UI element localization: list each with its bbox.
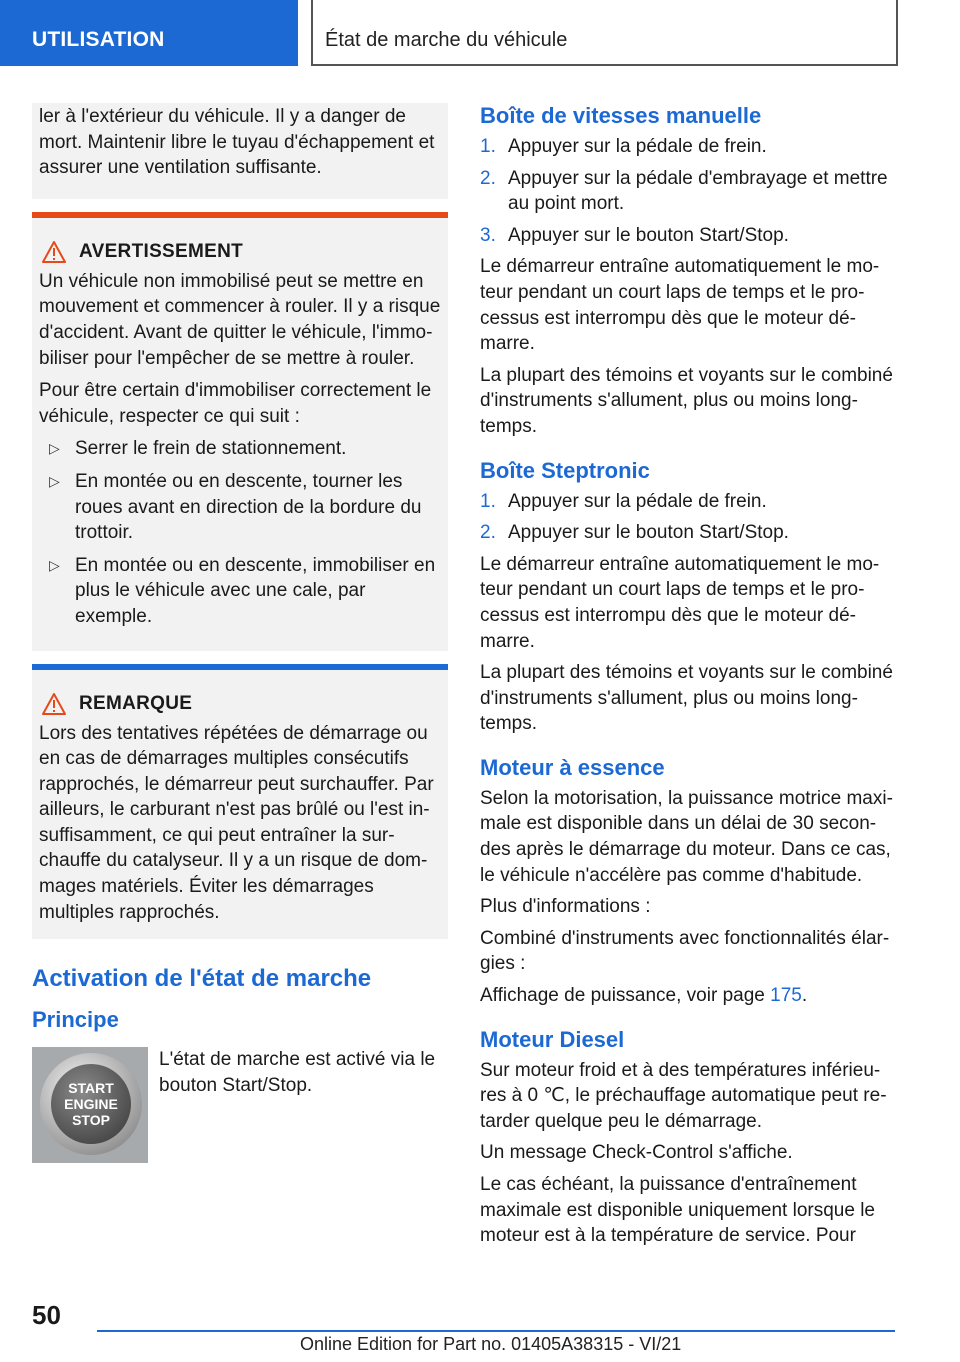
- page-number: 50: [32, 1300, 61, 1330]
- triangle-bullet-icon: ▷: [49, 472, 60, 489]
- footer-edition: Online Edition for Part no. 01405A38315 - VI/21: [300, 1334, 682, 1354]
- manual-steps: [480, 134, 900, 248]
- petrol-paragraph-1: Selon la motorisation, la puissance motrice maxi-male est disponible dans un délai de 30 secon-des après le démarrage du moteur. Dans ce cas, le véhicule n'accélère pas comme d'habitude.: [480, 787, 893, 886]
- warning-paragraph-1: Un véhicule non immobilisé peut se mettre en mouvement et commencer à rouler. Il y a risque d'accident. Avant de quitter le véhicule, l'immo-biliser pour l'empêcher de se mettre à rouler.: [39, 270, 441, 369]
- warning-triangle-icon: [41, 692, 67, 716]
- diesel-engine-heading: Moteur Diesel: [480, 1026, 625, 1052]
- left-column: [32, 103, 448, 1163]
- principe-row: [32, 1047, 448, 1163]
- page-reference-link[interactable]: 175: [770, 985, 802, 1007]
- manual-gearbox-heading: Boîte de vitesses manuelle: [480, 103, 762, 128]
- warning-bar: [32, 212, 448, 218]
- warning-box: [32, 212, 448, 651]
- steptronic-steps: [480, 489, 900, 546]
- list-item: 1. Appuyer sur la pédale de frein.: [480, 136, 767, 157]
- warning-title: AVERTISSEMENT: [79, 240, 244, 262]
- manual-paragraph-2: La plupart des témoins et voyants sur le combiné d'instruments s'allument, plus ou moins long-temps.: [480, 364, 893, 437]
- diesel-paragraph-3: Le cas échéant, la puissance d'entraînement maximale est disponible uniquement lorsque le moteur est à la température de service. Pour: [480, 1174, 876, 1247]
- remark-bar: [32, 664, 448, 670]
- diesel-paragraph-1: Sur moteur froid et à des températures inférieu-res à 0 ℃, le préchauffage automatique peut re-tarder quelque peu le démarrage.: [480, 1059, 887, 1132]
- remark-title: REMARQUE: [79, 692, 193, 714]
- petrol-paragraph-2: Plus d'informations :: [480, 896, 651, 918]
- page-header: [0, 0, 960, 66]
- section-tab: [0, 0, 298, 66]
- remark-paragraph: Lors des tentatives répétées de démarrage ou en cas de démarrages multiples consécutifs rapprochés, le démarreur peut surchauffer. Par ailleurs, le carburant n'est pas brûlé ou l'est in-suffisamment, ce qui peut entraîner la sur-chauffe du catalyseur. Il y a un risque de dom-mages matériels. Éviter les démarrages multiples rapprochés.: [39, 722, 434, 923]
- list-item: 2. Appuyer sur la pédale d'embrayage et mettre au point mort.: [480, 167, 888, 215]
- warning-triangle-icon: [41, 240, 67, 264]
- petrol-paragraph-4: Affichage de puissance, voir page 175.: [480, 985, 808, 1007]
- steptronic-paragraph-2: La plupart des témoins et voyants sur le combiné d'instruments s'allument, plus ou moins long-temps.: [480, 662, 893, 735]
- manual-paragraph-1: Le démarreur entraîne automatiquement le mo-teur pendant un court laps de temps et le pro-cessus est interrompu dès que le moteur dé-marre.: [480, 256, 880, 355]
- start-stop-button-image: START ENGINE STOP: [32, 1047, 148, 1163]
- continued-warning-box: [32, 103, 448, 199]
- diesel-paragraph-2: Un message Check-Control s'affiche.: [480, 1142, 793, 1164]
- right-column: [480, 103, 900, 1255]
- list-item: ▷ Serrer le frein de stationnement.: [39, 436, 441, 462]
- list-item: 2. Appuyer sur le bouton Start/Stop.: [480, 522, 789, 544]
- triangle-bullet-icon: ▷: [49, 440, 60, 457]
- steptronic-heading: Boîte Steptronic: [480, 457, 650, 483]
- triangle-bullet-icon: ▷: [49, 556, 60, 573]
- steptronic-paragraph-1: Le démarreur entraîne automatiquement le mo-teur pendant un court laps de temps et le pro-cessus est interrompu dès que le moteur dé-marre.: [480, 553, 880, 652]
- principe-heading: Principe: [32, 1007, 119, 1033]
- petrol-engine-heading: Moteur à essence: [480, 754, 665, 780]
- chapter-title-box: [311, 0, 898, 66]
- continued-warning-text: ler à l'extérieur du véhicule. Il y a danger de mort. Maintenir libre le tuyau d'échappement et assurer une ventilation suffisante.: [39, 106, 435, 179]
- warning-paragraph-2: Pour être certain d'immobiliser correctement le véhicule, respecter ce qui suit :: [39, 380, 432, 427]
- list-item: 1. Appuyer sur la pédale de frein.: [480, 490, 767, 512]
- list-item: 3. Appuyer sur le bouton Start/Stop.: [480, 224, 789, 246]
- remark-box: [32, 664, 448, 940]
- chapter-title: État de marche du véhicule: [325, 29, 568, 51]
- warning-bullet-list: [39, 436, 441, 629]
- activation-heading: Activation de l'état de marche: [32, 965, 372, 993]
- list-item: ▷ En montée ou en descente, tourner les roues avant en direction de la bordure du trottoir.: [39, 469, 441, 546]
- list-item: ▷ En montée ou en descente, immobiliser en plus le véhicule avec une cale, par exemple.: [39, 553, 441, 630]
- petrol-paragraph-3: Combiné d'instruments avec fonctionnalités élar-gies :: [480, 927, 890, 975]
- principe-text: L'état de marche est activé via le bouton Start/Stop.: [159, 1049, 436, 1096]
- section-label: UTILISATION: [32, 28, 165, 51]
- footer-divider: [97, 1330, 895, 1332]
